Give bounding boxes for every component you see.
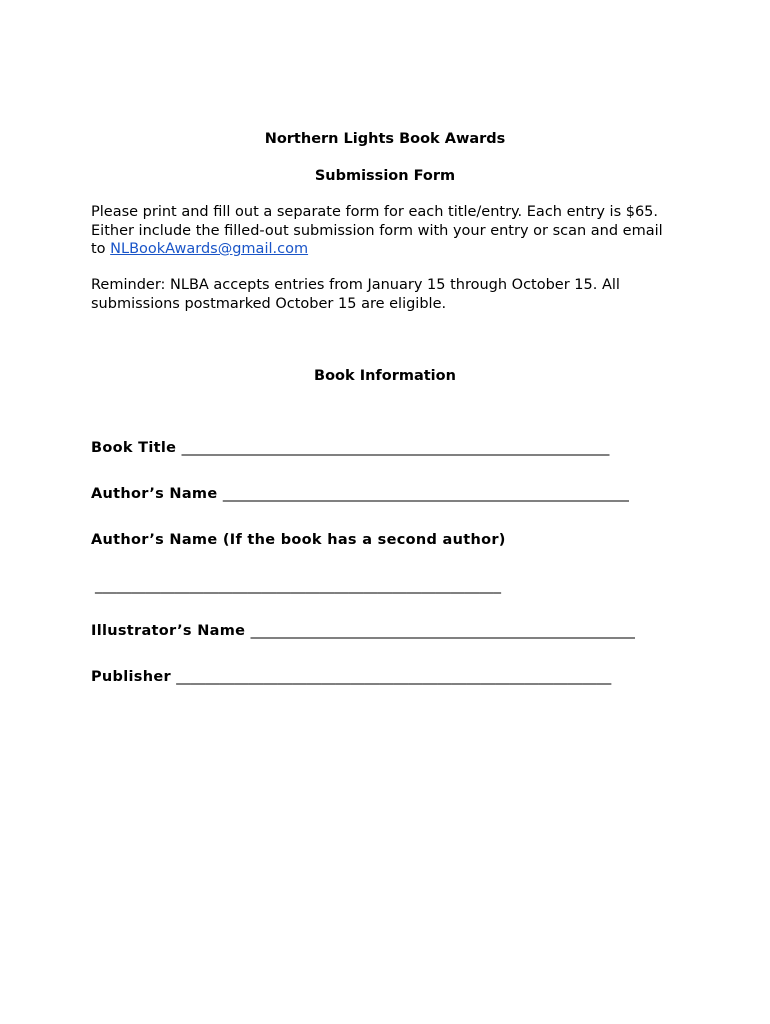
- illustrators-name-blank[interactable]: _____________________________________________________: [250, 623, 635, 639]
- publisher-blank[interactable]: ____________________________________________________________: [176, 669, 612, 685]
- reminder-line: Reminder: NLBA accepts entries from January 15 through October 15. All: [91, 277, 620, 293]
- book-title-field: [91, 439, 691, 457]
- authors-name-label: Author’s Name: [91, 486, 218, 502]
- intro-paragraph: [91, 203, 691, 259]
- document-subtitle: Submission Form: [314, 168, 456, 184]
- illustrators-name-field: [91, 622, 691, 640]
- section-heading: Book Information: [314, 368, 456, 384]
- intro-line: Either include the filled-out submission form with your entry or scan and email: [91, 222, 663, 239]
- reminder-paragraph: [91, 276, 691, 313]
- intro-to-text: to: [91, 241, 111, 257]
- second-author-label: Author’s Name (If the book has a second author): [91, 532, 506, 548]
- email-link[interactable]: NLBookAwards@gmail.com: [110, 241, 309, 257]
- document-title: Northern Lights Book Awards: [264, 131, 506, 147]
- authors-name-field: [91, 485, 691, 503]
- intro-line: Please print and fill out a separate form for each title/entry. Each entry is $65.: [91, 204, 659, 220]
- intro-line-email: [91, 240, 691, 259]
- illustrators-name-label: Illustrator’s Name: [91, 623, 246, 639]
- book-title-blank[interactable]: ___________________________________________________________: [181, 440, 610, 456]
- reminder-line: submissions postmarked October 15 are eligible.: [91, 295, 447, 312]
- authors-name-blank[interactable]: ________________________________________________________: [222, 486, 629, 502]
- second-author-blank[interactable]: [95, 577, 695, 595]
- book-title-label: Book Title: [91, 440, 177, 456]
- publisher-field: [91, 668, 691, 686]
- second-author-blank-line[interactable]: ________________________________________________________: [95, 578, 501, 594]
- publisher-label: Publisher: [91, 669, 171, 685]
